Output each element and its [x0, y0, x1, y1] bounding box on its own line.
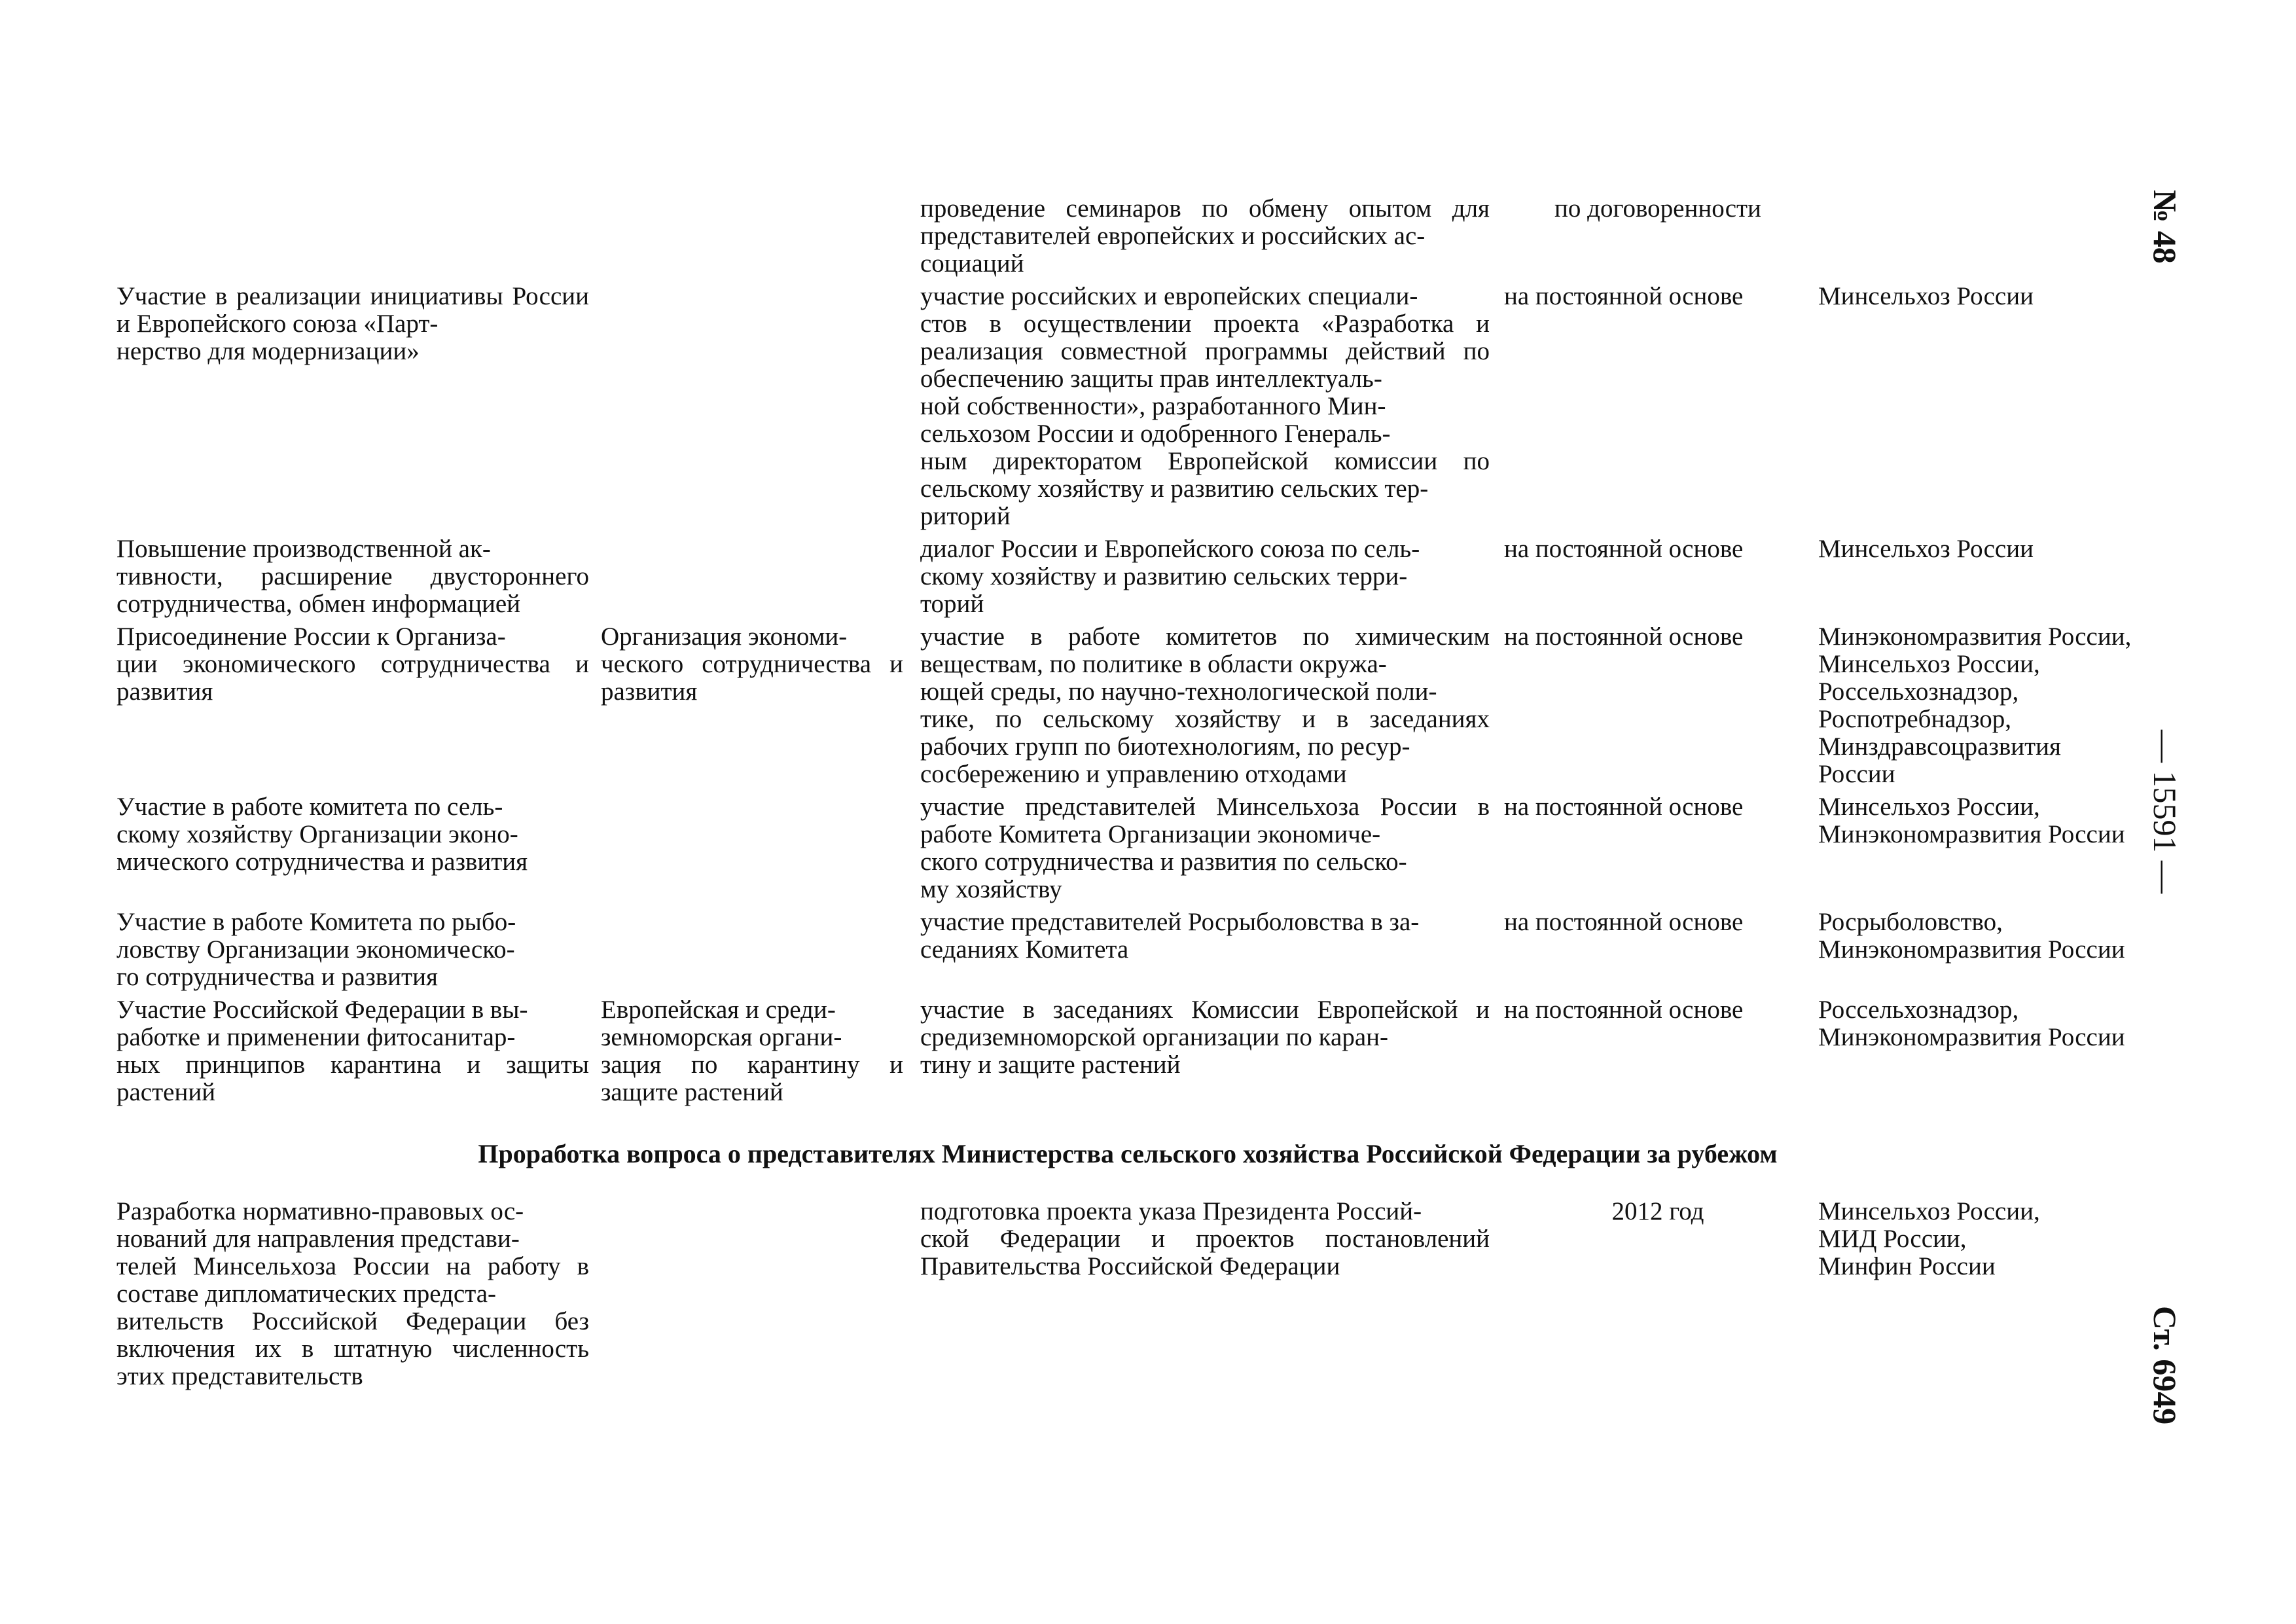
cell-organization: Организация экономи- ческого сотрудничества и развития	[601, 623, 903, 706]
cell-activity: подготовка проекта указа Президента Россий- ской Федерации и проектов постановлений Правительства Российской Федерации	[920, 1197, 1490, 1280]
cell-goal: Участие в работе комитета по сель- скому хозяйству Организации эконо- мического сотрудничества и развития	[117, 793, 528, 876]
cell-term: на постоянной основе	[1504, 535, 1744, 563]
cell-activity: участие в заседаниях Комиссии Европейской и средиземноморской организации по каран- тину и защите растений	[920, 996, 1490, 1079]
cell-organization: Европейская и среди- земноморская органи- зация по карантину и защите растений	[601, 996, 903, 1106]
table-row	[117, 793, 2139, 909]
cell-activity: участие представителей Минсельхоза России в работе Комитета Организации экономиче- ского сотрудничества и развития по сельско- му хозяйству	[920, 793, 1490, 903]
table-row	[117, 623, 2139, 793]
cell-activity: проведение семинаров по обмену опытом для представителей европейских и российских ас- социаций	[920, 194, 1490, 278]
cell-responsible: Минсельхоз России	[1818, 535, 2034, 563]
table-row	[117, 996, 2139, 1111]
table-row	[117, 909, 2139, 996]
cell-goal: Повышение производственной ак- тивности, расширение двустороннего сотрудничества, обмен информацией	[117, 535, 589, 618]
cell-activity: диалог России и Европейского союза по сель- скому хозяйству и развитию сельских терри- торий	[920, 535, 1420, 618]
cell-term: на постоянной основе	[1504, 908, 1744, 936]
cell-activity: участие в работе комитетов по химическим веществам, по политике в области окружа- ющей среды, по научно-технологической поли- тике, по сельскому хозяйству и в заседаниях рабочих групп по биотехнологиям, по ресур- сосбережению и управлению отходами	[920, 623, 1490, 788]
cell-goal: Участие Российской Федерации в вы- работке и применении фитосанитар- ных принципов карантина и защиты растений	[117, 996, 589, 1106]
table-row	[117, 1198, 2139, 1396]
page-margin-issue: № 48	[2147, 190, 2183, 264]
cell-goal: Присоединение России к Организа- ции экономического сотрудничества и развития	[117, 623, 589, 706]
cell-term: по договоренности	[1554, 194, 1761, 223]
cell-goal: Участие в работе Комитета по рыбо- ловству Организации экономическо- го сотрудничества и развития	[117, 908, 516, 991]
cell-term: на постоянной основе	[1504, 793, 1744, 821]
cell-term: на постоянной основе	[1504, 282, 1744, 310]
cell-responsible: Росрыболовство, Минэкономразвития России	[1818, 908, 2125, 964]
cell-responsible: Минсельхоз России, Минэкономразвития России	[1818, 793, 2125, 848]
section-heading-row	[117, 1111, 2139, 1198]
page-margin-page-number: — 15591 —	[2147, 730, 2183, 893]
cell-term: на постоянной основе	[1504, 996, 1744, 1024]
cell-activity: участие российских и европейских специали- стов в осуществлении проекта «Разработка и реализация совместной программы действий по обеспечению защиты прав интеллектуаль- ной собственности», разработанного Мин- сельхозом России и одобренного Генераль- ным директоратом Европейской комиссии по сельскому хозяйству и развитию сельских тер- риторий	[920, 282, 1490, 530]
cell-term: 2012 год	[1611, 1197, 1704, 1225]
section-heading: Проработка вопроса о представителях Министерства сельского хозяйства Российской Федерации за рубежом	[478, 1139, 1778, 1168]
cell-responsible: Минсельхоз России	[1818, 282, 2034, 310]
table-row	[117, 535, 2139, 623]
cell-goal: Разработка нормативно-правовых ос- нований для направления представи- телей Минсельхоза России на работу в составе дипломатических предста- вительств Российской Федерации без включения их в штатную численность этих представительств	[117, 1197, 589, 1390]
measures-table	[117, 195, 2139, 1396]
cell-responsible: Минэкономразвития России, Минсельхоз России, Россельхознадзор, Роспотребнадзор, Минздравсоцразвития России	[1818, 623, 2132, 788]
cell-goal: Участие в реализации инициативы России и Европейского союза «Парт- нерство для модернизации»	[117, 282, 589, 365]
cell-responsible: Россельхознадзор, Минэкономразвития России	[1818, 996, 2125, 1051]
cell-responsible: Минсельхоз России, МИД России, Минфин России	[1818, 1197, 2040, 1280]
table-row	[117, 195, 2139, 283]
cell-activity: участие представителей Росрыболовства в за- седаниях Комитета	[920, 908, 1420, 964]
table-row	[117, 283, 2139, 535]
page-margin-column: Ст. 6949	[2147, 1306, 2183, 1425]
cell-term: на постоянной основе	[1504, 623, 1744, 651]
